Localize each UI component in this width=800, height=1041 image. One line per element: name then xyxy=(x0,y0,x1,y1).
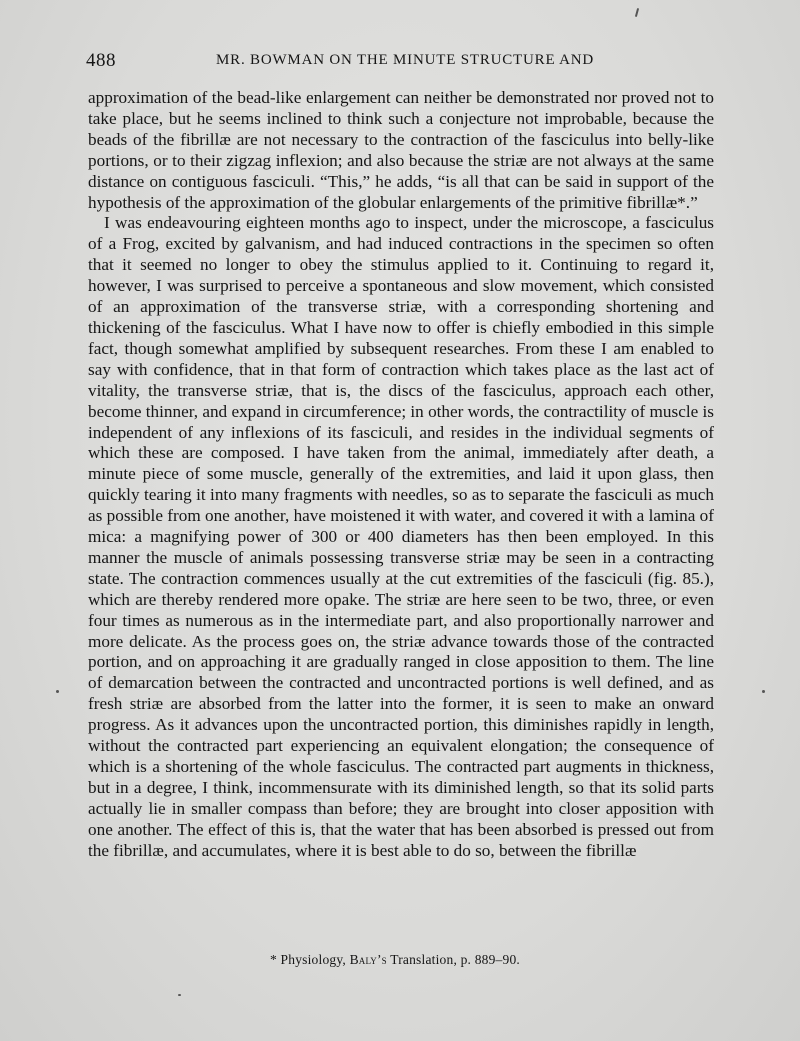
speck-mark xyxy=(56,690,59,693)
footnote xyxy=(270,952,520,968)
speck-mark xyxy=(762,690,765,693)
running-title: MR. BOWMAN ON THE MINUTE STRUCTURE AND xyxy=(216,52,595,68)
footnote-author: Baly’s xyxy=(349,952,387,967)
page-number: 488 xyxy=(86,50,116,71)
footnote-marker: * xyxy=(270,952,277,967)
body-text xyxy=(88,88,714,862)
footnote-text-before: Physiology, xyxy=(280,952,346,967)
footnote-text-after: Translation, p. 889–90. xyxy=(390,952,520,967)
paragraph-continued: approximation of the bead-like enlargement can neither be demonstrated nor proved not to take place, but he seems inclined to think such a conjecture not improbable, because the beads of the fibrillæ are not necessary to the contraction of the fasciculus into belly-like portions, or to their zigzag inflexion; and also because the striæ are not always at the same distance on contiguous fasciculi. “This,” he adds, “is all that can be said in support of the hypothesis of the approximation of the globular enlargements of the primitive fibrillæ*.” xyxy=(88,88,714,212)
page-header xyxy=(86,50,718,78)
speck-mark xyxy=(178,994,181,996)
paragraph: I was endeavouring eighteen months ago to inspect, under the microscope, a fasciculus of a Frog, excited by galvanism, and had induced contractions in the specimen so often that it seemed no longer to obey the stimulus applied to it. Continuing to regard it, however, I was surprised to perceive a spontaneous and slow movement, which consisted of an approximation of the transverse striæ, with a corresponding shortening and thickening of the fasciculus. What I have now to offer is chiefly embodied in this simple fact, though somewhat amplified by subsequent researches. From these I am enabled to say with confidence, that in that form of contraction which takes place as the last act of vitality, the transverse striæ, that is, the discs of the fasciculus, approach each other, become thinner, and expand in circumference; in other words, the contractility of muscle is independent of any inflexions of its fasciculi, and resides in the individual segments of which these are composed. I have taken from the animal, immediately after death, a minute piece of some muscle, generally of the extremities, and laid it upon glass, then quickly tearing it into many fragments with needles, so as to separate the fasciculi as much as possible from one another, have moistened it with water, and covered it with a lamina of mica: a magnifying power of 300 or 400 diameters has then been employed. In this manner the muscle of animals possessing transverse striæ may be seen in a contracting state. The contraction commences usually at the cut extremities of the fasciculi (fig. 85.), which are thereby rendered more opake. The striæ are here seen to be two, three, or even four times as numerous as in the intermediate part, and also proportionally narrower and more delicate. As the process goes on, the striæ advance towards those of the contracted portion, and on approaching it are gradually ranged in close apposition to them. The line of demarcation between the contracted and uncontracted portions is well defined, and as fresh striæ are absorbed from the latter into the former, it is seen to make an onward progress. As it advances upon the uncontracted portion, this diminishes rapidly in length, without the contracted part experiencing an equivalent elongation; the consequence of which is a shortening of the whole fasciculus. The contracted part augments in thickness, but in a degree, I think, incommensurate with its diminished length, so that its solid parts actually lie in smaller compass than before; they are brought into closer apposition with one another. The effect of this is, that the water that has been absorbed is pressed out from the fibrillæ, and accumulates, where it is best able to do so, between the fibrillæ xyxy=(88,213,714,860)
speck-mark xyxy=(635,8,639,17)
